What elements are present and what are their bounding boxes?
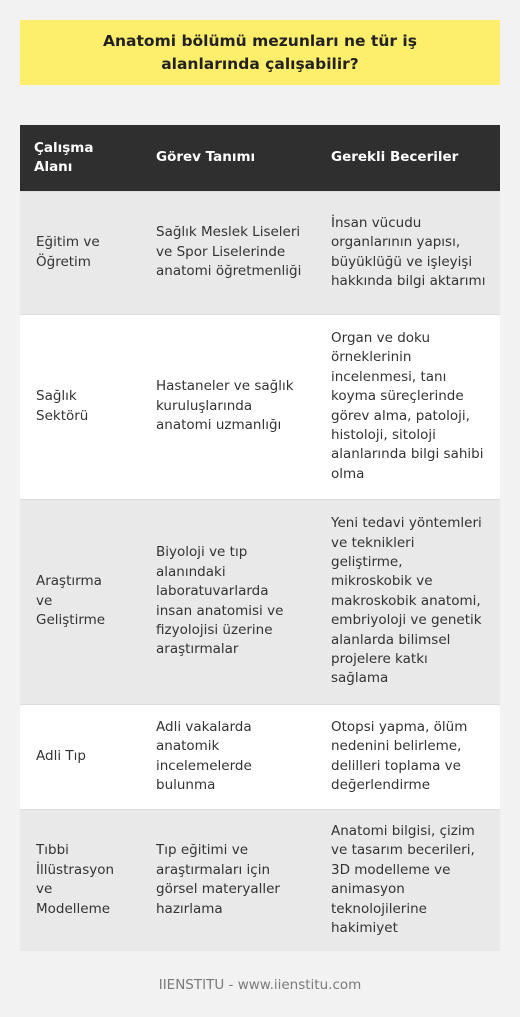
- cell-area: Eğitim ve Öğretim: [20, 191, 142, 314]
- header-skills: Gerekli Beceriler: [317, 125, 500, 191]
- cell-task: Hastaneler ve sağlık kuruluşlarında anatomi uzmanlığı: [142, 314, 317, 499]
- cell-task: Tıp eğitimi ve araştırmaları için görsel materyaller hazırlama: [142, 809, 317, 951]
- cell-task: Sağlık Meslek Liseleri ve Spor Liselerinde anatomi öğretmenliği: [142, 191, 317, 314]
- table-row: [20, 191, 500, 314]
- footer-credit: IIENSTITU - www.iienstitu.com: [158, 977, 362, 993]
- table-row: [20, 704, 500, 809]
- cell-area: Araştırma ve Geliştirme: [20, 499, 142, 704]
- cell-task: Adli vakalarda anatomik incelemelerde bulunma: [142, 704, 317, 809]
- cell-area: Sağlık Sektörü: [20, 314, 142, 499]
- table-row: [20, 314, 500, 499]
- header-area: Çalışma Alanı: [20, 125, 142, 191]
- cell-skills: Otopsi yapma, ölüm nedenini belirleme, delilleri toplama ve değerlendirme: [317, 704, 500, 809]
- cell-skills: Yeni tedavi yöntemleri ve teknikleri geliştirme, mikroskobik ve makroskobik anatomi, embriyoloji ve genetik alanlarda bilimsel projelere katkı sağlama: [317, 499, 500, 704]
- cell-skills: İnsan vücudu organlarının yapısı, büyüklüğü ve işleyişi hakkında bilgi aktarımı: [317, 191, 500, 314]
- table-header-row: [20, 125, 500, 191]
- header-task: Görev Tanımı: [142, 125, 317, 191]
- career-table: [20, 125, 500, 951]
- cell-task: Biyoloji ve tıp alanındaki laboratuvarlarda insan anatomisi ve fizyolojisi üzerine araştırmalar: [142, 499, 317, 704]
- table-row: [20, 809, 500, 951]
- cell-skills: Organ ve doku örneklerinin incelenmesi, tanı koyma süreçlerinde görev alma, patoloji, histoloji, sitoloji alanlarında bilgi sahibi olma: [317, 314, 500, 499]
- table-row: [20, 499, 500, 704]
- cell-area: Adli Tıp: [20, 704, 142, 809]
- page-title: Anatomi bölümü mezunları ne tür iş alanlarında çalışabilir?: [103, 31, 417, 73]
- title-banner: [20, 20, 500, 85]
- cell-skills: Anatomi bilgisi, çizim ve tasarım becerileri, 3D modelleme ve animasyon teknolojilerine hakimiyet: [317, 809, 500, 951]
- cell-area: Tıbbi İllüstrasyon ve Modelleme: [20, 809, 142, 951]
